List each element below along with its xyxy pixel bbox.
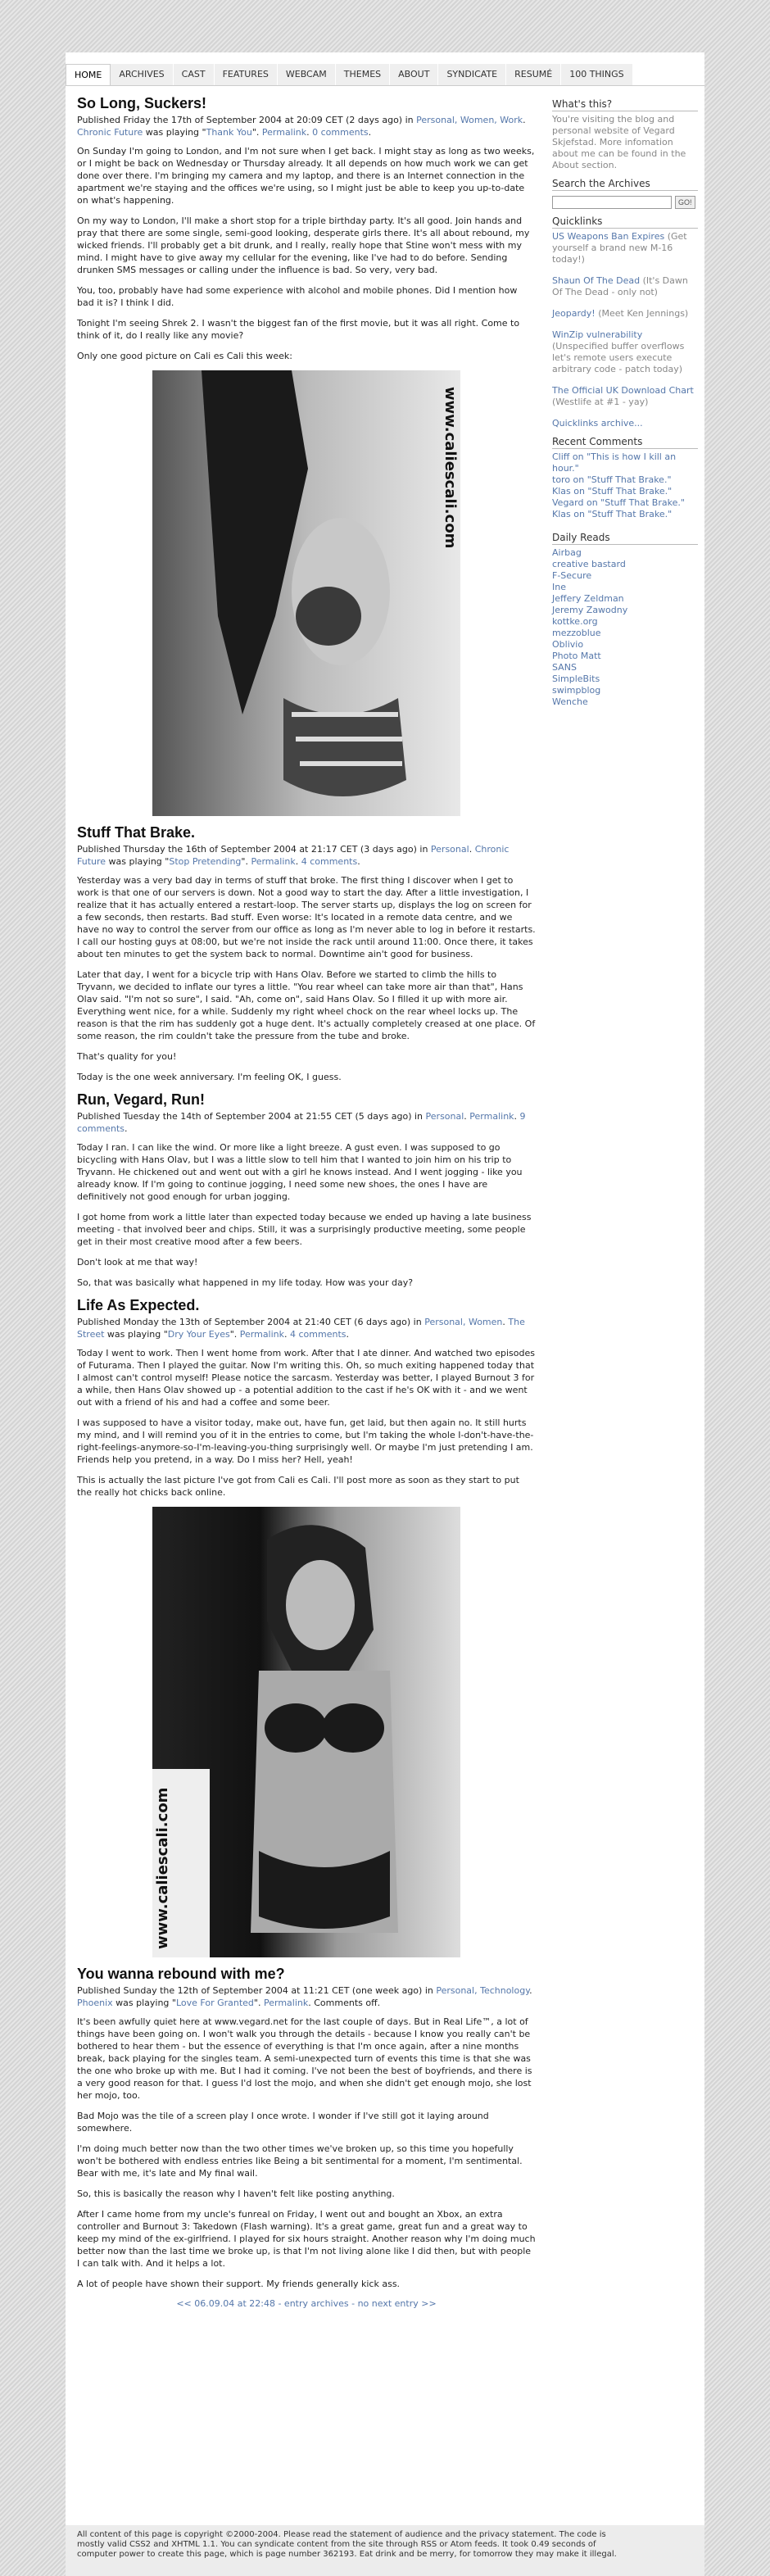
recent-comment[interactable]: Cliff on "This is how I kill an hour.": [552, 451, 677, 474]
post-paragraph: So, that was basically what happened in my life today. How was your day?: [77, 1277, 414, 1288]
meta-sep: .: [469, 844, 475, 855]
quicklink[interactable]: The Official UK Download Chart: [552, 385, 694, 396]
blog-post: [77, 1091, 536, 1289]
quicklink-note: (Meet Ken Jennings): [598, 308, 689, 319]
quicklink-note: (It's Dawn Of The Dead - only not): [552, 275, 688, 297]
quicklink-item: [552, 231, 698, 265]
permalink[interactable]: Permalink: [261, 127, 307, 138]
post-paragraph: After I came home from my uncle's funreal on Friday, I went out and bought an Xbox, an extra controller and Burnout 3: Takedown (Flash warning). It's a great game, great fun and a great way to keep my mind of the ex-girlfriend. I played for six hours straight. Another reason why I'm doing much better now than the last time we broke up, is that I'm not living alone like I did then, but with people I can talk with. And it helps a lot.: [77, 2209, 536, 2269]
post-date: Published Sunday the 12th of September 2004 at 11:21 CET (one week ago) in: [77, 1985, 437, 1996]
photo-image: [152, 1507, 460, 1957]
daily-read-link[interactable]: Jeffery Zeldman: [552, 593, 624, 604]
quicklink-item: [552, 418, 698, 429]
quicklink[interactable]: US Weapons Ban Expires: [552, 231, 665, 242]
daily-read-link[interactable]: SimpleBits: [552, 673, 600, 684]
post-paragraph: Only one good picture on Cali es Cali this week:: [77, 351, 292, 361]
recent-comment[interactable]: toro on "Stuff That Brake.": [552, 474, 672, 485]
post-paragraph: I got home from work a little later than expected today because we ended up having a late business meeting - that involved beer and chips. Still, it was a surprisingly productive meeting, some people get in their most creative mood after a few beers.: [77, 1212, 532, 1247]
post-paragraph: That's quality for you!: [77, 1051, 177, 1062]
post-paragraph: Today I ran. I can like the wind. Or more like a light breeze. A gust even. I was supposed to go bicycling with Hans Olav, but I was a little slow to tell him that I wanted to join him on his trip to Tryvann. He chickened out and went out with a girl he knows instead. And I went jogging - like you already know. If I'm going to continue jogging, I need some new shoes, the ones I have are definitively not good enough for urban jogging.: [77, 1142, 523, 1202]
post-paragraph: Today is the one week anniversary. I'm feeling OK, I guess.: [77, 1072, 342, 1082]
quicklink-item: [552, 308, 698, 320]
nav-features[interactable]: FEATURES: [215, 64, 278, 85]
post-meta: Published Thursday the 16th of September 2004 at 21:17 CET (3 days ago) in Personal. Chronic Future was playing "Stop Pretending". Permalink. 4 comments.: [77, 844, 510, 867]
blog-post: [77, 1966, 536, 2290]
post-paragraph: Today I went to work. Then I went home from work. After that I ate dinner. And watched two episodes of Futurama. Then I played the guitar. Now I'm writing this. Oh, so much exiting happened today that I almost can't control myself! Please notice the sarcasm. Yesterday was better, I played Burnout 3 for a while, then Hans Olav showed up - a potential addition to the cast if he's OK with it - and we went out with a friend of his and had a coffee and some beer.: [77, 1348, 535, 1408]
post-paragraph: A lot of people have shown their support. My friends generally kick ass.: [77, 2279, 401, 2289]
post-paragraph: This is actually the last picture I've got from Cali es Cali. I'll post more as soon as they start to put the really hot chicks back online.: [77, 1475, 519, 1498]
post-paragraph: Yesterday was a very bad day in terms of stuff that broke. The first thing I discover when I get to work is that one of our servers is down. Not a good way to start the day. After a little investigation, I realize that it has actually entered a restart-loop. The server starts up, displays the log on screen for a few seconds, then restarts. Bad stuff. Even worse: It's located in a remote data centre, and we have no way to control the server from our office as long as I'm never able to log in before it restarts. I call our hosting guys at 08:00, but we're not inside the rack until around 11:00. Once there, it takes about ten minutes to get the system back to normal. Downtime ain't good for business.: [77, 875, 536, 959]
comments-status: Comments off: [314, 1998, 378, 2008]
post-paragraph: So, this is basically the reason why I haven't felt like posting anything.: [77, 2188, 395, 2199]
quicklink-note: (Westlife at #1 - yay): [552, 397, 649, 407]
artist-link[interactable]: Chronic Future: [77, 127, 143, 138]
daily-read-link[interactable]: Photo Matt: [552, 651, 601, 661]
permalink[interactable]: Permalink: [239, 1329, 285, 1340]
footer: [66, 2525, 704, 2576]
search-input[interactable]: [552, 196, 672, 209]
nav-divider: [66, 85, 704, 86]
post-categories[interactable]: Personal: [430, 844, 469, 855]
comments-link[interactable]: 4 comments: [290, 1329, 346, 1340]
blog-post: [77, 95, 536, 816]
post-paragraph: It's been awfully quiet here at www.vegard.net for the last couple of days. But in Real Life™, a lot of things have been going on. I won't walk you through the details - because I know you really can't be bothered to hear them - but the essence of everything is that I'm once again, after a nine months break, back playing for the singles team. A semi-unexpected turn of events this time is that she was the one who broke up with me. But I had it coming. I've not been the best of boyfriends, and there is a very good reason for that. I guess I'd lost the mojo, and when she didn't get enough mojo, she lost her mojo, too.: [77, 2016, 532, 2101]
meta-playing: was playing ": [143, 127, 206, 138]
song-link[interactable]: Stop Pretending: [169, 856, 242, 867]
daily-read-link[interactable]: Airbag: [552, 547, 582, 558]
photo-graphic: [152, 1507, 460, 1957]
artist-link[interactable]: The Street: [77, 1317, 525, 1340]
top-strip: [66, 52, 704, 61]
post-title[interactable]: Stuff That Brake.: [77, 824, 196, 841]
comments-link[interactable]: 0 comments: [312, 127, 369, 138]
footer-line: All content of this page is copyright ©2000-2004. Please read the statement of audience and the privacy statement. The code is: [77, 2530, 606, 2539]
post-date: Published Tuesday the 14th of September 2004 at 21:55 CET (5 days ago) in: [77, 1111, 426, 1122]
permalink[interactable]: Permalink: [251, 856, 296, 867]
post-paragraph: Later that day, I went for a bicycle trip with Hans Olav. Before we started to climb the hills to Tryvann, we decided to inflate our tyres a little. "You rear wheel can take more air than that", Hans Olav said. "I'm not so sure", I said. "Ah, come on", said Hans Olav. So I filled it up with more air. Everything went nice, for a while. Suddenly my right wheel chock on the rear wheel locks up. The reason is that the rim has suddenly got a huge dent. It's actually completely creased at one place. Of some reason, the rim couldn't take the pressure from the tube and broke.: [77, 969, 536, 1041]
nav-home[interactable]: HOME: [66, 64, 111, 86]
post-meta: Published Tuesday the 14th of September 2004 at 21:55 CET (5 days ago) in Personal. Permalink. 9 comments.: [77, 1111, 526, 1134]
nav-themes[interactable]: THEMES: [336, 64, 390, 85]
nav-archives[interactable]: ARCHIVES: [111, 64, 173, 85]
post-title[interactable]: So Long, Suckers!: [77, 95, 207, 111]
meta-sep: .: [523, 115, 526, 125]
post-categories[interactable]: Personal: [425, 1111, 464, 1122]
post-title[interactable]: You wanna rebound with me?: [77, 1966, 285, 1982]
post-paragraph: On my way to London, I'll make a short stop for a triple birthday party. It's all good. Join hands and pray that there are some single, semi-good looking, desperate girls there. It's all about rebound, my wicked friends. I'll probably get a bit drunk, and I really, really hope that Stine won't mess with my mind. I might have to give away my cellular for the evening, like I've had to do before. Sending drunken SMS messages or calling under the influence is bad. So very, very bad.: [77, 215, 530, 275]
permalink[interactable]: Permalink: [263, 1998, 309, 2008]
nav-100-things[interactable]: 100 THINGS: [561, 64, 632, 85]
post-title[interactable]: Run, Vegard, Run!: [77, 1091, 206, 1108]
permalink[interactable]: Permalink: [469, 1111, 514, 1122]
post-paragraph: I'm doing much better now than the two other times we've broken up, so this time you hopefully won't be bothered with endless entries like Being a bit sentimental for a moment, I'm sentimental. Bear with me, it's late and My final wail.: [77, 2143, 523, 2179]
post-meta: Published Sunday the 12th of September 2004 at 11:21 CET (one week ago) in Personal, Technology. Phoenix was playing "Love For Granted". Permalink. Comments off.: [77, 1985, 532, 2008]
daily-read-link[interactable]: SANS: [552, 662, 577, 673]
daily-read-link[interactable]: swimpblog: [552, 685, 601, 696]
footer-line: mostly valid CSS2 and XHTML 1.1. You can syndicate content from the site through RSS or Atom feeds. It took 0.49 seconds of: [77, 2540, 596, 2549]
quicklink-note: (Unspecified buffer overflows let's remote users execute arbitrary code - patch today): [552, 341, 685, 374]
quicklink[interactable]: WinZip vulnerability: [552, 329, 643, 340]
post-categories[interactable]: Personal, Technology: [436, 1985, 530, 1996]
meta-end: ".: [251, 127, 262, 138]
search-form: [552, 196, 698, 209]
post-paragraph: You, too, probably have had some experience with alcohol and mobile phones. Did I mention how bad it is? I think I did.: [77, 285, 518, 308]
quicklinks-archive-link[interactable]: Quicklinks archive...: [552, 418, 643, 429]
daily-read-link[interactable]: Wenche: [552, 696, 588, 707]
main-nav: [66, 64, 633, 85]
post-paragraph: On Sunday I'm going to London, and I'm not sure when I get back. I might stay as long as two weeks, or I might be back on Wednesday or Thursday already. It all depends on how much work we can get done over there. I'm bringing my camera and my laptop, and there is an Internet connection in the apartment we're staying and the offices we're using, so I might just be able to keep you up-to-date on what's happening.: [77, 146, 535, 206]
artist-link[interactable]: Phoenix: [77, 1998, 113, 2008]
nav-about[interactable]: ABOUT: [390, 64, 438, 85]
post-navigation[interactable]: << 06.09.04 at 22:48 - entry archives - no next entry >>: [176, 2298, 437, 2309]
post-meta: Published Friday the 17th of September 2004 at 20:09 CET (2 days ago) in Personal, Women, Work. Chronic Future was playing "Thank You". Permalink. 0 comments.: [77, 115, 526, 138]
quicklink[interactable]: Jeopardy!: [552, 308, 596, 319]
blog-post: [77, 1297, 536, 1957]
sidebar: [552, 92, 698, 708]
song-link[interactable]: Dry Your Eyes: [167, 1329, 230, 1340]
photo-watermark: www.caliescali.com: [154, 1787, 171, 1949]
footer-line: computer power to create this page, which is page number 362193. Eat drink and be merry, for tomorrow they may make it illegal.: [77, 2550, 617, 2559]
photo-image: [152, 370, 460, 816]
photo-graphic: [152, 370, 460, 816]
post-categories[interactable]: Personal, Women, Work: [416, 115, 523, 125]
quicklink-item: [552, 385, 698, 408]
whats-this-text: You're visiting the blog and personal website of Vegard Skjefstad. More infomation about me can be found in the About section.: [552, 114, 686, 170]
recent-comment[interactable]: Klas on "Stuff That Brake.": [552, 509, 673, 519]
post-paragraph: I was supposed to have a visitor today, make out, have fun, get laid, but then again no. It still hurts my mind, and I will remind you of it in the entries to come, but I'm taking the whole I-don't-have-the-right-feelings-anymore-so-I'm-leaving-you-thing surprisingly well. Or maybe I'm just pretending I am. Friends help you pretend, in a way. Do I miss her? Hell, yeah!: [77, 1417, 534, 1465]
sidebar-heading-recent-comments: Recent Comments: [552, 436, 698, 449]
comments-link[interactable]: 9 comments: [77, 1111, 526, 1134]
daily-read-link[interactable]: F-Secure: [552, 570, 592, 581]
quicklink[interactable]: Shaun Of The Dead: [552, 275, 641, 286]
search-button[interactable]: GO!: [675, 196, 695, 209]
sidebar-heading-quicklinks: Quicklinks: [552, 215, 698, 229]
sidebar-heading-search: Search the Archives: [552, 178, 698, 191]
comments-link[interactable]: 4 comments: [301, 856, 358, 867]
post-date: Published Monday the 13th of September 2004 at 21:40 CET (6 days ago) in: [77, 1317, 425, 1327]
post-paragraph: Tonight I'm seeing Shrek 2. I wasn't the biggest fan of the first movie, but it was all right. Come to think of it, do I really like any movie?: [77, 318, 520, 341]
daily-read-link[interactable]: Ine: [552, 582, 566, 592]
daily-read-link[interactable]: Oblivio: [552, 639, 584, 650]
post-categories[interactable]: Personal, Women: [424, 1317, 503, 1327]
meta-playing: was playing ": [106, 856, 170, 867]
quicklink-note: (Get yourself a brand new M-16 today!): [552, 231, 687, 265]
recent-comment[interactable]: Klas on "Stuff That Brake.": [552, 486, 673, 497]
post-meta: Published Monday the 13th of September 2004 at 21:40 CET (6 days ago) in Personal, Women. The Street was playing "Dry Your Eyes". Permalink. 4 comments.: [77, 1317, 525, 1340]
artist-link[interactable]: Chronic Future: [77, 844, 510, 867]
post-paragraph: Don't look at me that way!: [77, 1257, 198, 1268]
post-paragraph: Bad Mojo was the tile of a screen play I once wrote. I wonder if I've still got it laying around somewhere.: [77, 2111, 489, 2134]
photo-watermark: www.caliescali.com: [442, 387, 459, 549]
daily-read-link[interactable]: mezzoblue: [552, 628, 601, 638]
recent-comment[interactable]: Vegard on "Stuff That Brake.": [552, 497, 685, 508]
post-date: Published Friday the 17th of September 2004 at 20:09 CET (2 days ago) in: [77, 115, 417, 125]
sidebar-heading-daily-reads: Daily Reads: [552, 532, 698, 545]
quicklink-item: [552, 329, 698, 375]
sidebar-heading-whats-this: What's this?: [552, 98, 698, 111]
main-content: [77, 95, 536, 2309]
post-title[interactable]: Life As Expected.: [77, 1297, 200, 1313]
daily-read-link[interactable]: creative bastard: [552, 559, 626, 569]
nav-syndicate[interactable]: SYNDICATE: [438, 64, 506, 85]
song-link[interactable]: Love For Granted: [175, 1998, 254, 2008]
nav-cast[interactable]: CAST: [174, 64, 215, 85]
blog-post: [77, 824, 536, 1083]
daily-read-link[interactable]: Jeremy Zawodny: [552, 605, 628, 615]
nav-resume[interactable]: RESUMÉ: [506, 64, 561, 85]
meta-end: ".: [241, 856, 251, 867]
quicklink-item: [552, 275, 698, 298]
daily-read-link[interactable]: kottke.org: [552, 616, 598, 627]
nav-webcam[interactable]: WEBCAM: [278, 64, 336, 85]
song-link[interactable]: Thank You: [206, 127, 252, 138]
post-date: Published Thursday the 16th of September 2004 at 21:17 CET (3 days ago) in: [77, 844, 431, 855]
